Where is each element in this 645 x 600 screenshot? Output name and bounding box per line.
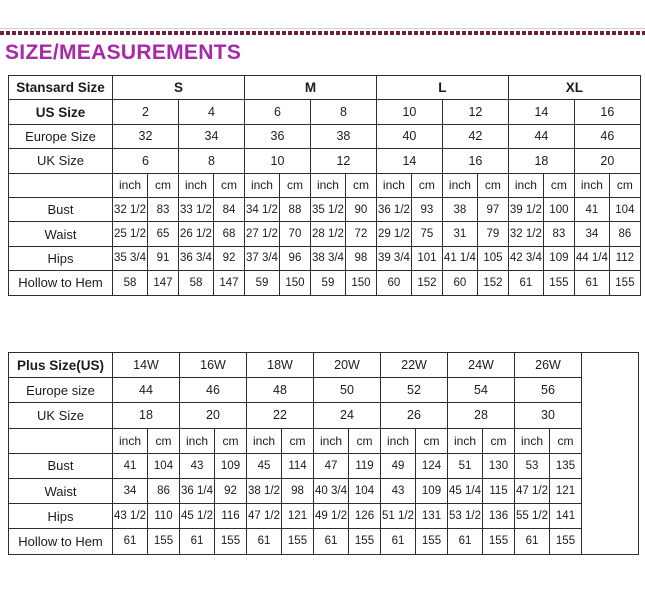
row-label-cell bbox=[9, 173, 113, 197]
size-cell: 6 bbox=[113, 149, 179, 173]
size-cell: 44 bbox=[113, 378, 180, 403]
size-cell: L bbox=[376, 76, 508, 100]
unit-cell: inch bbox=[574, 173, 609, 197]
value-cell: 131 bbox=[416, 504, 448, 529]
value-cell: 90 bbox=[345, 197, 376, 221]
table-row bbox=[9, 478, 639, 503]
page-title: SIZE/MEASUREMENTS bbox=[5, 41, 242, 64]
value-cell: 96 bbox=[279, 246, 310, 270]
unit-cell: inch bbox=[515, 428, 550, 453]
size-cell: 18W bbox=[247, 353, 314, 378]
value-cell: 59 bbox=[310, 271, 345, 295]
value-cell: 155 bbox=[550, 529, 582, 554]
value-cell: 155 bbox=[349, 529, 381, 554]
value-cell: 155 bbox=[215, 529, 247, 554]
value-cell: 114 bbox=[282, 453, 314, 478]
value-cell: 116 bbox=[215, 504, 247, 529]
value-cell: 70 bbox=[279, 222, 310, 246]
value-cell: 35 3/4 bbox=[113, 246, 148, 270]
size-cell: 12 bbox=[442, 100, 508, 124]
table-row bbox=[9, 428, 639, 453]
size-cell: XL bbox=[508, 76, 640, 100]
standard-size-table-body bbox=[9, 76, 641, 296]
row-label-cell: Europe size bbox=[9, 378, 113, 403]
size-cell: 2 bbox=[113, 100, 179, 124]
value-cell: 104 bbox=[609, 197, 640, 221]
table-row bbox=[9, 149, 641, 173]
value-cell: 150 bbox=[279, 271, 310, 295]
value-cell: 91 bbox=[147, 246, 178, 270]
value-cell: 115 bbox=[483, 478, 515, 503]
size-cell: 8 bbox=[178, 149, 244, 173]
table-row bbox=[9, 353, 639, 378]
unit-cell: cm bbox=[215, 428, 247, 453]
cropped-text-fragment bbox=[112, 0, 222, 5]
size-cell: 14 bbox=[508, 100, 574, 124]
value-cell: 88 bbox=[279, 197, 310, 221]
value-cell: 152 bbox=[411, 271, 442, 295]
value-cell: 45 1/2 bbox=[180, 504, 215, 529]
value-cell: 58 bbox=[178, 271, 213, 295]
value-cell: 126 bbox=[349, 504, 381, 529]
size-cell: 4 bbox=[178, 100, 244, 124]
size-cell: 16 bbox=[574, 100, 640, 124]
plus-size-table-body bbox=[9, 353, 639, 555]
size-cell: 10 bbox=[244, 149, 310, 173]
value-cell: 43 bbox=[180, 453, 215, 478]
value-cell: 155 bbox=[416, 529, 448, 554]
unit-cell: cm bbox=[411, 173, 442, 197]
value-cell: 32 1/2 bbox=[113, 197, 148, 221]
size-cell: 20 bbox=[574, 149, 640, 173]
table-row bbox=[9, 403, 639, 428]
value-cell: 60 bbox=[442, 271, 477, 295]
unit-cell: cm bbox=[147, 173, 178, 197]
unit-cell: inch bbox=[448, 428, 483, 453]
unit-cell: cm bbox=[279, 173, 310, 197]
value-cell: 45 1/4 bbox=[448, 478, 483, 503]
value-cell: 31 bbox=[442, 222, 477, 246]
unit-cell: cm bbox=[416, 428, 448, 453]
unit-cell: cm bbox=[483, 428, 515, 453]
value-cell: 86 bbox=[148, 478, 180, 503]
value-cell: 25 1/2 bbox=[113, 222, 148, 246]
value-cell: 65 bbox=[147, 222, 178, 246]
size-cell: 14W bbox=[113, 353, 180, 378]
table-row bbox=[9, 504, 639, 529]
size-cell: 12 bbox=[310, 149, 376, 173]
value-cell: 98 bbox=[282, 478, 314, 503]
table-row bbox=[9, 173, 641, 197]
size-cell: 26 bbox=[381, 403, 448, 428]
value-cell: 41 bbox=[574, 197, 609, 221]
value-cell: 68 bbox=[213, 222, 244, 246]
value-cell: 38 3/4 bbox=[310, 246, 345, 270]
size-cell: 42 bbox=[442, 124, 508, 148]
value-cell: 27 1/2 bbox=[244, 222, 279, 246]
unit-cell: cm bbox=[543, 173, 574, 197]
value-cell: 109 bbox=[215, 453, 247, 478]
value-cell: 36 3/4 bbox=[178, 246, 213, 270]
value-cell: 84 bbox=[213, 197, 244, 221]
unit-cell: cm bbox=[345, 173, 376, 197]
value-cell: 75 bbox=[411, 222, 442, 246]
value-cell: 36 1/2 bbox=[376, 197, 411, 221]
value-cell: 101 bbox=[411, 246, 442, 270]
size-cell: 44 bbox=[508, 124, 574, 148]
value-cell: 55 1/2 bbox=[515, 504, 550, 529]
value-cell: 37 3/4 bbox=[244, 246, 279, 270]
size-cell: 8 bbox=[310, 100, 376, 124]
size-cell: 26W bbox=[515, 353, 582, 378]
value-cell: 42 3/4 bbox=[508, 246, 543, 270]
row-label-cell: Waist bbox=[9, 222, 113, 246]
unit-cell: cm bbox=[282, 428, 314, 453]
unit-cell: cm bbox=[477, 173, 508, 197]
unit-cell: cm bbox=[550, 428, 582, 453]
value-cell: 79 bbox=[477, 222, 508, 246]
row-label-cell bbox=[9, 428, 113, 453]
value-cell: 109 bbox=[416, 478, 448, 503]
value-cell: 34 bbox=[113, 478, 148, 503]
value-cell: 49 bbox=[381, 453, 416, 478]
value-cell: 38 1/2 bbox=[247, 478, 282, 503]
value-cell: 51 bbox=[448, 453, 483, 478]
value-cell: 83 bbox=[147, 197, 178, 221]
row-label-cell: Hips bbox=[9, 504, 113, 529]
table-row bbox=[9, 76, 641, 100]
value-cell: 105 bbox=[477, 246, 508, 270]
unit-cell: cm bbox=[213, 173, 244, 197]
unit-cell: inch bbox=[244, 173, 279, 197]
table-row bbox=[9, 124, 641, 148]
size-cell: 40 bbox=[376, 124, 442, 148]
value-cell: 147 bbox=[213, 271, 244, 295]
value-cell: 121 bbox=[550, 478, 582, 503]
value-cell: 92 bbox=[213, 246, 244, 270]
value-cell: 155 bbox=[282, 529, 314, 554]
plus-size-table bbox=[8, 352, 639, 555]
value-cell: 104 bbox=[148, 453, 180, 478]
size-cell: 22 bbox=[247, 403, 314, 428]
size-cell: 50 bbox=[314, 378, 381, 403]
size-cell: 6 bbox=[244, 100, 310, 124]
value-cell: 98 bbox=[345, 246, 376, 270]
size-cell: 32 bbox=[113, 124, 179, 148]
value-cell: 43 bbox=[381, 478, 416, 503]
size-cell: 56 bbox=[515, 378, 582, 403]
value-cell: 61 bbox=[508, 271, 543, 295]
value-cell: 40 3/4 bbox=[314, 478, 349, 503]
unit-cell: inch bbox=[381, 428, 416, 453]
value-cell: 109 bbox=[543, 246, 574, 270]
value-cell: 61 bbox=[247, 529, 282, 554]
value-cell: 36 1/4 bbox=[180, 478, 215, 503]
size-cell: 34 bbox=[178, 124, 244, 148]
size-cell: 16 bbox=[442, 149, 508, 173]
value-cell: 41 bbox=[113, 453, 148, 478]
value-cell: 39 1/2 bbox=[508, 197, 543, 221]
size-cell: 48 bbox=[247, 378, 314, 403]
size-cell: S bbox=[113, 76, 245, 100]
value-cell: 34 bbox=[574, 222, 609, 246]
standard-size-table bbox=[8, 75, 641, 296]
value-cell: 47 bbox=[314, 453, 349, 478]
unit-cell: cm bbox=[349, 428, 381, 453]
value-cell: 93 bbox=[411, 197, 442, 221]
value-cell: 135 bbox=[550, 453, 582, 478]
size-cell: M bbox=[244, 76, 376, 100]
value-cell: 61 bbox=[448, 529, 483, 554]
value-cell: 58 bbox=[113, 271, 148, 295]
size-cell: 24W bbox=[448, 353, 515, 378]
value-cell: 49 1/2 bbox=[314, 504, 349, 529]
value-cell: 141 bbox=[550, 504, 582, 529]
row-label-cell: Europe Size bbox=[9, 124, 113, 148]
size-cell: 46 bbox=[574, 124, 640, 148]
value-cell: 86 bbox=[609, 222, 640, 246]
value-cell: 34 1/2 bbox=[244, 197, 279, 221]
table-row bbox=[9, 100, 641, 124]
size-cell: 18 bbox=[113, 403, 180, 428]
unit-cell: inch bbox=[442, 173, 477, 197]
table-row bbox=[9, 222, 641, 246]
row-label-cell: Bust bbox=[9, 197, 113, 221]
unit-cell: inch bbox=[508, 173, 543, 197]
value-cell: 61 bbox=[515, 529, 550, 554]
empty-column-cell bbox=[582, 353, 639, 555]
value-cell: 47 1/2 bbox=[247, 504, 282, 529]
unit-cell: inch bbox=[180, 428, 215, 453]
table-row bbox=[9, 246, 641, 270]
value-cell: 72 bbox=[345, 222, 376, 246]
size-cell: 46 bbox=[180, 378, 247, 403]
row-label-cell: US Size bbox=[9, 100, 113, 124]
value-cell: 33 1/2 bbox=[178, 197, 213, 221]
value-cell: 97 bbox=[477, 197, 508, 221]
table-row bbox=[9, 271, 641, 295]
value-cell: 39 3/4 bbox=[376, 246, 411, 270]
value-cell: 155 bbox=[609, 271, 640, 295]
unit-cell: inch bbox=[314, 428, 349, 453]
size-cell: 18 bbox=[508, 149, 574, 173]
size-cell: 20 bbox=[180, 403, 247, 428]
row-label-cell: Waist bbox=[9, 478, 113, 503]
value-cell: 38 bbox=[442, 197, 477, 221]
row-label-cell: Bust bbox=[9, 453, 113, 478]
unit-cell: inch bbox=[310, 173, 345, 197]
value-cell: 112 bbox=[609, 246, 640, 270]
value-cell: 61 bbox=[113, 529, 148, 554]
value-cell: 61 bbox=[381, 529, 416, 554]
table-row bbox=[9, 529, 639, 554]
thin-divider-line bbox=[0, 28, 645, 29]
size-cell: 22W bbox=[381, 353, 448, 378]
row-label-cell: Stansard Size bbox=[9, 76, 113, 100]
value-cell: 136 bbox=[483, 504, 515, 529]
size-cell: 14 bbox=[376, 149, 442, 173]
size-cell: 28 bbox=[448, 403, 515, 428]
row-label-cell: Hollow to Hem bbox=[9, 529, 113, 554]
value-cell: 61 bbox=[180, 529, 215, 554]
value-cell: 152 bbox=[477, 271, 508, 295]
unit-cell: inch bbox=[113, 428, 148, 453]
size-cell: 52 bbox=[381, 378, 448, 403]
value-cell: 121 bbox=[282, 504, 314, 529]
value-cell: 110 bbox=[148, 504, 180, 529]
value-cell: 28 1/2 bbox=[310, 222, 345, 246]
value-cell: 119 bbox=[349, 453, 381, 478]
table-row bbox=[9, 378, 639, 403]
value-cell: 83 bbox=[543, 222, 574, 246]
unit-cell: inch bbox=[376, 173, 411, 197]
size-cell: 38 bbox=[310, 124, 376, 148]
size-cell: 30 bbox=[515, 403, 582, 428]
value-cell: 35 1/2 bbox=[310, 197, 345, 221]
unit-cell: inch bbox=[113, 173, 148, 197]
value-cell: 45 bbox=[247, 453, 282, 478]
value-cell: 51 1/2 bbox=[381, 504, 416, 529]
row-label-cell: Hips bbox=[9, 246, 113, 270]
value-cell: 155 bbox=[543, 271, 574, 295]
value-cell: 61 bbox=[574, 271, 609, 295]
unit-cell: cm bbox=[148, 428, 180, 453]
value-cell: 53 bbox=[515, 453, 550, 478]
unit-cell: cm bbox=[609, 173, 640, 197]
value-cell: 150 bbox=[345, 271, 376, 295]
value-cell: 61 bbox=[314, 529, 349, 554]
table-row bbox=[9, 197, 641, 221]
table-row bbox=[9, 453, 639, 478]
value-cell: 100 bbox=[543, 197, 574, 221]
size-cell: 10 bbox=[376, 100, 442, 124]
value-cell: 44 1/4 bbox=[574, 246, 609, 270]
size-cell: 20W bbox=[314, 353, 381, 378]
size-cell: 36 bbox=[244, 124, 310, 148]
value-cell: 41 1/4 bbox=[442, 246, 477, 270]
row-label-cell: Plus Size(US) bbox=[9, 353, 113, 378]
unit-cell: inch bbox=[247, 428, 282, 453]
value-cell: 32 1/2 bbox=[508, 222, 543, 246]
value-cell: 43 1/2 bbox=[113, 504, 148, 529]
value-cell: 92 bbox=[215, 478, 247, 503]
value-cell: 26 1/2 bbox=[178, 222, 213, 246]
value-cell: 104 bbox=[349, 478, 381, 503]
value-cell: 147 bbox=[147, 271, 178, 295]
row-label-cell: UK Size bbox=[9, 403, 113, 428]
value-cell: 53 1/2 bbox=[448, 504, 483, 529]
value-cell: 59 bbox=[244, 271, 279, 295]
dashed-divider-line bbox=[0, 31, 645, 35]
value-cell: 155 bbox=[148, 529, 180, 554]
size-cell: 54 bbox=[448, 378, 515, 403]
value-cell: 47 1/2 bbox=[515, 478, 550, 503]
value-cell: 130 bbox=[483, 453, 515, 478]
size-cell: 24 bbox=[314, 403, 381, 428]
value-cell: 29 1/2 bbox=[376, 222, 411, 246]
value-cell: 60 bbox=[376, 271, 411, 295]
unit-cell: inch bbox=[178, 173, 213, 197]
row-label-cell: UK Size bbox=[9, 149, 113, 173]
row-label-cell: Hollow to Hem bbox=[9, 271, 113, 295]
value-cell: 124 bbox=[416, 453, 448, 478]
value-cell: 155 bbox=[483, 529, 515, 554]
size-cell: 16W bbox=[180, 353, 247, 378]
